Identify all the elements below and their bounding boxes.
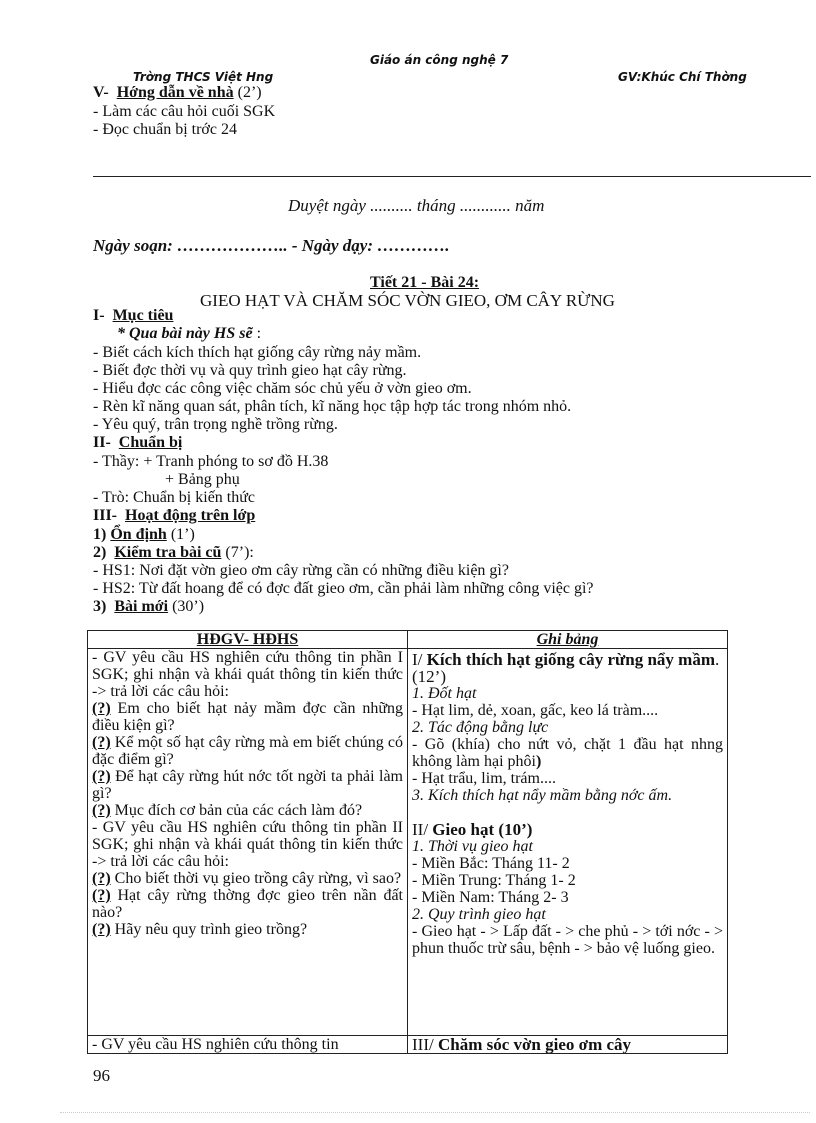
board-cell — [408, 649, 728, 1036]
preparation-student: - Trò: Chuẩn bị kiến thức — [93, 489, 256, 506]
preparation-teacher-2: + Bảng phụ — [165, 471, 240, 488]
homework-item: - Đọc chuẩn bị trớc 24 — [93, 121, 237, 138]
question-mark: (?) — [92, 700, 111, 717]
question-mark: (?) — [92, 802, 111, 819]
question-mark: (?) — [92, 921, 111, 938]
question-mark: (?) — [92, 870, 111, 887]
question-5-text: Cho biết thời vụ gieo trồng cây rừng, vì sao? — [110, 870, 402, 887]
footer-dotted-line — [60, 1112, 810, 1113]
board-heading-2-num: II/ — [412, 820, 429, 839]
objectives-title: Mục tiêu — [112, 307, 174, 324]
lesson-table — [87, 630, 728, 1054]
activities-heading — [93, 507, 255, 525]
objectives-heading — [93, 307, 173, 325]
check-hs2: - HS2: Từ đất hoang để có đợc đất gieo ơm, cần phải làm những công việc gì? — [93, 580, 594, 597]
question-2 — [92, 734, 403, 768]
teach-date-value: …………. — [377, 236, 450, 255]
prep-date-label: Ngày soạn: — [93, 236, 173, 255]
objectives-sub — [117, 325, 261, 343]
col-board-notes: Ghi bảng — [408, 631, 728, 649]
doc-title: Giáo án công nghệ 7 — [370, 53, 509, 67]
board-heading-1-time: . (12’) — [412, 650, 720, 686]
homework-time: (2’) — [237, 84, 262, 101]
homework-num: V- — [93, 84, 109, 101]
board-cell-2 — [408, 1036, 728, 1054]
board-item-5: 2. Quy trình gieo hạt — [412, 906, 546, 923]
step-1-num: 1) — [93, 526, 107, 543]
activities-cell-2 — [88, 1036, 408, 1054]
preparation-num: II- — [93, 434, 111, 451]
question-7-text: Hãy nêu quy trình gieo trồng? — [110, 921, 308, 938]
homework-item: - Làm các câu hỏi cuối SGK — [93, 103, 276, 120]
board-item-4: 1. Thời vụ gieo hạt — [412, 838, 533, 855]
board-heading-3-text: Chăm sóc vờn gieo ơm cây — [437, 1036, 632, 1053]
question-mark: (?) — [92, 768, 111, 785]
prep-date-value: ……………….. — [177, 236, 288, 255]
question-7 — [92, 921, 403, 938]
board-heading-3-num: III/ — [412, 1036, 434, 1053]
board-item-1-text: - Hạt lim, dẻ, xoan, gấc, keo lá tràm.... — [412, 702, 659, 719]
board-heading-2 — [412, 821, 723, 838]
lesson-code: Tiết 21 - Bài 24: — [370, 274, 480, 291]
homework-title: Hớng dẫn về nhà — [116, 84, 234, 101]
objective-item: - Biết cách kích thích hạt giống cây rừng nảy mầm. — [93, 344, 422, 361]
board-heading-1 — [412, 651, 723, 685]
step-2-title: Kiểm tra bài cũ — [114, 544, 222, 561]
question-5 — [92, 870, 403, 887]
board-heading-1-text: Kích thích hạt giống cây rừng nẩy mầm — [426, 650, 715, 669]
homework-heading — [93, 84, 262, 102]
board-item-2-text2: - Hạt trẩu, lim, trám.... — [412, 770, 556, 787]
board-heading-2-time: (10’) — [498, 820, 533, 839]
objective-item: - Biết đợc thời vụ và quy trình gieo hạt cây rừng. — [93, 362, 407, 379]
question-6-text: Hạt cây rừng thờng đợc gieo trên nần đất nào? — [92, 887, 403, 921]
board-item-3: 3. Kích thích hạt nẩy mầm bằng nớc ấm. — [412, 787, 673, 804]
question-6 — [92, 887, 403, 921]
teach-date-label: Ngày dạy: — [301, 236, 374, 255]
school-name: Trờng THCS Việt Hng — [133, 70, 274, 84]
question-3-text: Để hạt cây rừng hút nớc tốt ngời ta phải làm gì? — [92, 768, 403, 802]
step-2-num: 2) — [93, 544, 107, 561]
step-2 — [93, 544, 254, 562]
intro-2: - GV yêu cầu HS nghiên cứu thông tin phần II SGK; ghi nhận và khái quát thông tin kiến thức -> trả lời các câu hỏi: — [92, 819, 403, 870]
board-item-5-text: - Gieo hạt - > Lấp đất - > che phủ - > tới nớc - > phun thuốc trừ sâu, bệnh - > bảo vệ luống gieo. — [412, 923, 723, 957]
dates-line — [93, 236, 450, 256]
board-heading-1-num: I/ — [412, 650, 423, 669]
teacher-name: GV:Khúc Chí Thờng — [618, 70, 747, 84]
question-mark: (?) — [92, 734, 111, 751]
board-item-2: 2. Tác động bằng lực — [412, 719, 549, 736]
objectives-sub-text: * Qua bài này HS sẽ — [117, 325, 253, 342]
step-1-title: Ổn định — [110, 526, 167, 543]
question-1-text: Em cho biết hạt nảy mầm đợc cần những điều kiện gì? — [92, 700, 403, 734]
preparation-title: Chuẩn bị — [118, 434, 183, 451]
intro-1: - GV yêu cầu HS nghiên cứu thông tin phần I SGK; ghi nhận và khái quát thông tin kiến thức -> trả lời các câu hỏi: — [92, 649, 403, 700]
step-3-time: (30’) — [172, 598, 205, 615]
board-item-2-text — [412, 736, 723, 770]
step-1-time: (1’) — [170, 526, 195, 543]
approval-line: Duyệt ngày .......... tháng ............ năm — [288, 196, 545, 215]
question-3 — [92, 768, 403, 802]
board-heading-2-text: Gieo hạt — [432, 820, 495, 839]
check-hs1: - HS1: Nơi đặt vờn gieo ơm cây rừng cần có những điều kiện gì? — [93, 562, 509, 579]
col-teacher-student: HĐGV- HĐHS — [88, 631, 408, 649]
question-4 — [92, 802, 403, 819]
board-heading-3 — [412, 1036, 723, 1053]
region-central: - Miền Trung: Tháng 1- 2 — [412, 872, 576, 889]
question-mark: (?) — [92, 887, 111, 904]
preparation-teacher: - Thầy: + Tranh phóng to sơ đồ H.38 — [93, 453, 329, 470]
step-3 — [93, 598, 204, 616]
divider — [93, 176, 811, 177]
activities-cell — [88, 649, 408, 1036]
activities-title: Hoạt động trên lớp — [125, 507, 256, 524]
board-item-2-tail: ) — [535, 753, 542, 770]
region-north: - Miền Bắc: Tháng 11- 2 — [412, 855, 570, 872]
board-item-1: 1. Đốt hạt — [412, 685, 477, 702]
objectives-num: I- — [93, 307, 105, 324]
step-1 — [93, 526, 195, 544]
intro-3: - GV yêu cầu HS nghiên cứu thông tin — [92, 1036, 339, 1053]
dates-separator: - — [287, 236, 302, 255]
question-4-text: Mục đích cơ bản của các cách làm đó? — [110, 802, 363, 819]
step-2-time: (7’): — [225, 544, 254, 561]
step-3-title: Bài mới — [114, 598, 169, 615]
page-number: 96 — [93, 1066, 110, 1085]
objective-item: - Yêu quý, trân trọng nghề trồng rừng. — [93, 416, 338, 433]
question-2-text: Kể một số hạt cây rừng mà em biết chúng có đặc điểm gì? — [92, 734, 403, 768]
region-south: - Miền Nam: Tháng 2- 3 — [412, 889, 569, 906]
board-item-2-body: - Gõ (khía) cho nứt vỏ, chặt 1 đầu hạt nhng không làm hại phôi — [412, 736, 723, 770]
step-3-num: 3) — [93, 598, 107, 615]
lesson-title: GIEO HẠT VÀ CHĂM SÓC VỜN GIEO, ƠM CÂY RỪNG — [200, 291, 615, 310]
objective-item: - Hiểu đợc các công việc chăm sóc chủ yếu ở vờn gieo ơm. — [93, 380, 472, 397]
activities-num: III- — [93, 507, 118, 524]
preparation-heading — [93, 434, 182, 452]
question-1 — [92, 700, 403, 734]
objective-item: - Rèn kĩ năng quan sát, phân tích, kĩ năng học tập hợp tác trong nhóm nhỏ. — [93, 398, 572, 415]
objectives-sub-colon: : — [252, 325, 262, 342]
